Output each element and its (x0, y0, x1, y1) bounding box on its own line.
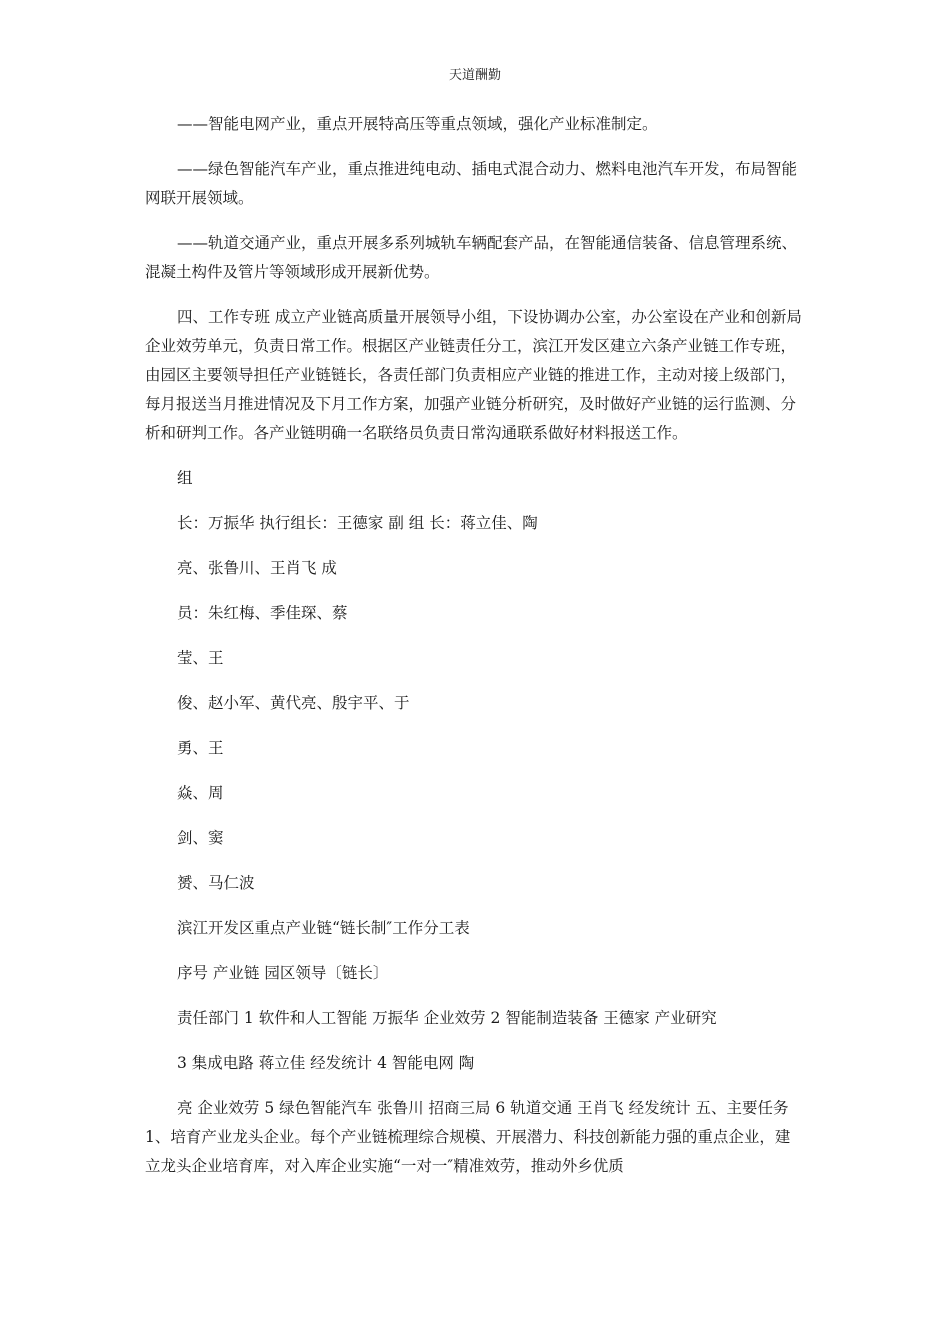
list-line: 莹、王 (177, 649, 224, 667)
document-body (145, 110, 805, 1181)
paragraph-green-auto: ——绿色智能汽车产业，重点推进纯电动、插电式混合动力、燃料电池汽车开发，布局智能网联开展领域。 (145, 160, 798, 207)
list-line: 员：朱红梅、季佳琛、蔡 (177, 604, 348, 622)
paragraph-work-team: 四、工作专班 成立产业链高质量开展领导小组，下设协调办公室，办公室设在产业和创新局企业效劳单元，负责日常工作。根据区产业链责任分工，滨江开发区建立六条产业链工作专班，由园区主要领导担任产业链链长，各责任部门负责相应产业链的推进工作，主动对接上级部门，每月报送当月推进情况及下月工作方案，加强产业链分析研究，及时做好产业链的运行监测、分析和研判工作。各产业链明确一名联络员负责日常沟通联系做好材料报送工作。 (145, 308, 802, 442)
paragraph-smart-grid: ——智能电网产业，重点开展特高压等重点领域，强化产业标准制定。 (177, 115, 658, 133)
list-line: 俊、赵小军、黄代亮、殷宇平、于 (177, 694, 410, 712)
list-line: 赟、马仁波 (177, 874, 255, 892)
table-title: 滨江开发区重点产业链“链长制″工作分工表 (177, 919, 470, 937)
paragraph-main-tasks: 亮 企业效劳 5 绿色智能汽车 张鲁川 招商三局 6 轨道交通 王肖飞 经发统计 五、主要任务 1、培育产业龙头企业。每个产业链梳理综合规模、开展潜力、科技创新能力强的重点企业，建立龙头企业培育库，对入库企业实施“一对一″精准效劳，推动外乡优质 (145, 1099, 791, 1175)
list-line: 亮、张鲁川、王肖飞 成 (177, 559, 337, 577)
table-row-line: 责任部门 1 软件和人工智能 万振华 企业效劳 2 智能制造装备 王德家 产业研究 (177, 1009, 717, 1027)
list-line: 勇、王 (177, 739, 224, 757)
table-header-line: 序号 产业链 园区领导〔链长〕 (177, 964, 389, 982)
list-line: 剑、窦 (177, 829, 224, 847)
table-row-line: 3 集成电路 蒋立佳 经发统计 4 智能电网 陶 (177, 1054, 475, 1072)
list-line: 长：万振华 执行组长：王德家 副 组 长：蒋立佳、陶 (177, 514, 538, 532)
list-line: 焱、周 (177, 784, 224, 802)
list-line: 组 (177, 469, 193, 487)
page-header: 天道酬勤 (448, 68, 501, 83)
paragraph-rail-transit: ——轨道交通产业，重点开展多系列城轨车辆配套产品，在智能通信装备、信息管理系统、混凝土构件及管片等领域形成开展新优势。 (145, 234, 798, 281)
